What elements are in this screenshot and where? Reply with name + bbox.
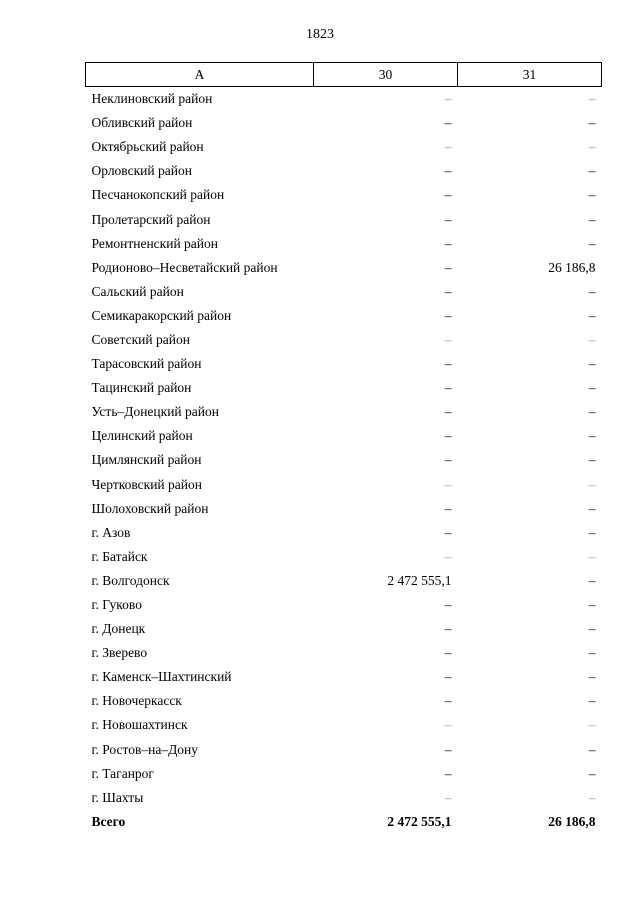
row-name-cell: Ремонтненский район — [91, 235, 218, 251]
row-name-cell: Родионово–Несветайский район — [91, 259, 278, 275]
row-value-31-cell: – — [588, 645, 596, 661]
table-row — [86, 159, 602, 183]
row-value-31-cell: – — [588, 572, 596, 588]
table-row — [86, 617, 602, 641]
row-value-30-cell: – — [444, 331, 452, 347]
row-name-cell: г. Таганрог — [91, 765, 154, 781]
row-name-cell: Семикаракорский район — [91, 307, 232, 323]
row-name-cell: г. Новочеркасск — [91, 693, 182, 709]
row-value-30-cell: – — [444, 404, 452, 420]
row-name-cell: Шолоховский район — [91, 500, 209, 516]
row-value-30-cell: – — [444, 139, 452, 155]
row-value-30-cell: – — [444, 187, 452, 203]
table-row — [86, 569, 602, 593]
row-value-31-cell: – — [588, 380, 596, 396]
row-name-cell: г. Новошахтинск — [91, 717, 188, 733]
row-name-cell: Чертковский район — [91, 476, 202, 492]
table-row — [86, 762, 602, 786]
row-value-31-cell: – — [588, 211, 596, 227]
row-name-cell: Пролетарский район — [91, 211, 211, 227]
row-value-30-cell: – — [444, 259, 452, 275]
table-row — [86, 256, 602, 280]
row-value-30-cell: – — [444, 235, 452, 251]
row-value-30-cell: – — [444, 452, 452, 468]
table-row — [86, 87, 602, 112]
row-value-31-cell: – — [588, 283, 596, 299]
table-row — [86, 400, 602, 424]
row-name-cell: Песчанокопский район — [91, 187, 225, 203]
row-value-30-cell: – — [444, 380, 452, 396]
row-value-30-cell: – — [444, 524, 452, 540]
header-cell-31: 31 — [458, 63, 602, 87]
row-name-cell: Целинский район — [91, 428, 193, 444]
row-value-30-cell: – — [444, 163, 452, 179]
row-value-30-cell: – — [444, 741, 452, 757]
header-cell-name: А — [86, 63, 314, 87]
row-value-31-cell: – — [588, 621, 596, 637]
table-row — [86, 304, 602, 328]
row-value-30-cell: – — [444, 717, 452, 733]
table-row — [86, 376, 602, 400]
row-value-31-cell: – — [588, 91, 596, 107]
row-value-31-cell: – — [588, 500, 596, 516]
row-value-30-cell: – — [444, 283, 452, 299]
row-name-cell: Усть–Донецкий район — [91, 404, 219, 420]
table-row — [86, 689, 602, 713]
row-value-30-cell: – — [444, 765, 452, 781]
row-name-cell: г. Волгодонск — [91, 572, 170, 588]
row-name-cell: г. Гуково — [91, 597, 142, 613]
total-row — [86, 810, 602, 834]
row-value-30-cell: – — [444, 645, 452, 661]
row-value-30-cell: – — [444, 428, 452, 444]
row-value-31-cell: – — [588, 235, 596, 251]
row-value-31-cell: – — [588, 404, 596, 420]
total-value-30-cell: 2 472 555,1 — [387, 813, 452, 829]
row-value-31-cell: – — [588, 356, 596, 372]
row-name-cell: г. Батайск — [91, 548, 148, 564]
row-value-30-cell: – — [444, 548, 452, 564]
row-value-30-cell: – — [444, 621, 452, 637]
total-label-cell: Всего — [91, 813, 126, 829]
row-value-30-cell: – — [444, 597, 452, 613]
row-value-31-cell: 26 186,8 — [548, 259, 596, 275]
total-value-31-cell: 26 186,8 — [548, 813, 596, 829]
row-value-30-cell: – — [444, 669, 452, 685]
table-row — [86, 593, 602, 617]
row-name-cell: г. Ростов–на–Дону — [91, 741, 199, 757]
row-name-cell: Советский район — [91, 331, 190, 347]
row-value-31-cell: – — [588, 139, 596, 155]
table-row — [86, 328, 602, 352]
header-row — [86, 63, 602, 87]
table-row — [86, 183, 602, 207]
row-value-30-cell: – — [444, 115, 452, 131]
row-value-31-cell: – — [588, 789, 596, 805]
table-row — [86, 135, 602, 159]
row-value-30-cell: – — [444, 307, 452, 323]
table-row — [86, 738, 602, 762]
row-name-cell: г. Донецк — [91, 621, 146, 637]
row-value-31-cell: – — [588, 476, 596, 492]
row-value-31-cell: – — [588, 307, 596, 323]
table-row — [86, 473, 602, 497]
table-row — [86, 545, 602, 569]
row-value-31-cell: – — [588, 187, 596, 203]
row-value-31-cell: – — [588, 428, 596, 444]
row-value-30-cell: – — [444, 91, 452, 107]
row-value-31-cell: – — [588, 548, 596, 564]
row-name-cell: Тарасовский район — [91, 356, 202, 372]
row-name-cell: г. Шахты — [91, 789, 144, 805]
row-name-cell: Цимлянский район — [91, 452, 202, 468]
row-value-30-cell: – — [444, 476, 452, 492]
table-row — [86, 111, 602, 135]
table-row — [86, 448, 602, 472]
table-row — [86, 497, 602, 521]
table-header — [86, 63, 602, 87]
table-row — [86, 232, 602, 256]
table-body — [86, 87, 602, 834]
row-name-cell: Тацинский район — [91, 380, 192, 396]
row-name-cell: Сальский район — [91, 283, 184, 299]
row-value-31-cell: – — [588, 115, 596, 131]
row-value-30-cell: 2 472 555,1 — [387, 572, 452, 588]
table-row — [86, 352, 602, 376]
row-value-30-cell: – — [444, 211, 452, 227]
row-value-30-cell: – — [444, 693, 452, 709]
table-row — [86, 521, 602, 545]
table-row — [86, 641, 602, 665]
row-name-cell: г. Азов — [91, 524, 131, 540]
row-value-31-cell: – — [588, 524, 596, 540]
table-row — [86, 713, 602, 737]
table-row — [86, 424, 602, 448]
row-value-30-cell: – — [444, 500, 452, 516]
data-table — [85, 62, 602, 834]
row-value-30-cell: – — [444, 356, 452, 372]
row-value-31-cell: – — [588, 597, 596, 613]
row-name-cell: Неклиновский район — [91, 91, 213, 107]
row-name-cell: г. Каменск–Шахтинский — [91, 669, 232, 685]
row-name-cell: Обливский район — [91, 115, 193, 131]
row-value-31-cell: – — [588, 717, 596, 733]
row-value-31-cell: – — [588, 765, 596, 781]
row-name-cell: Октябрьский район — [91, 139, 204, 155]
table-row — [86, 207, 602, 231]
row-value-31-cell: – — [588, 331, 596, 347]
header-cell-30: 30 — [314, 63, 458, 87]
row-name-cell: Орловский район — [91, 163, 192, 179]
row-value-31-cell: – — [588, 693, 596, 709]
row-value-31-cell: – — [588, 452, 596, 468]
row-value-31-cell: – — [588, 163, 596, 179]
row-value-31-cell: – — [588, 741, 596, 757]
table-row — [86, 786, 602, 810]
table-row — [86, 665, 602, 689]
row-value-31-cell: – — [588, 669, 596, 685]
row-name-cell: г. Зверево — [91, 645, 148, 661]
table-row — [86, 280, 602, 304]
page-number: 1823 — [306, 27, 334, 42]
row-value-30-cell: – — [444, 789, 452, 805]
